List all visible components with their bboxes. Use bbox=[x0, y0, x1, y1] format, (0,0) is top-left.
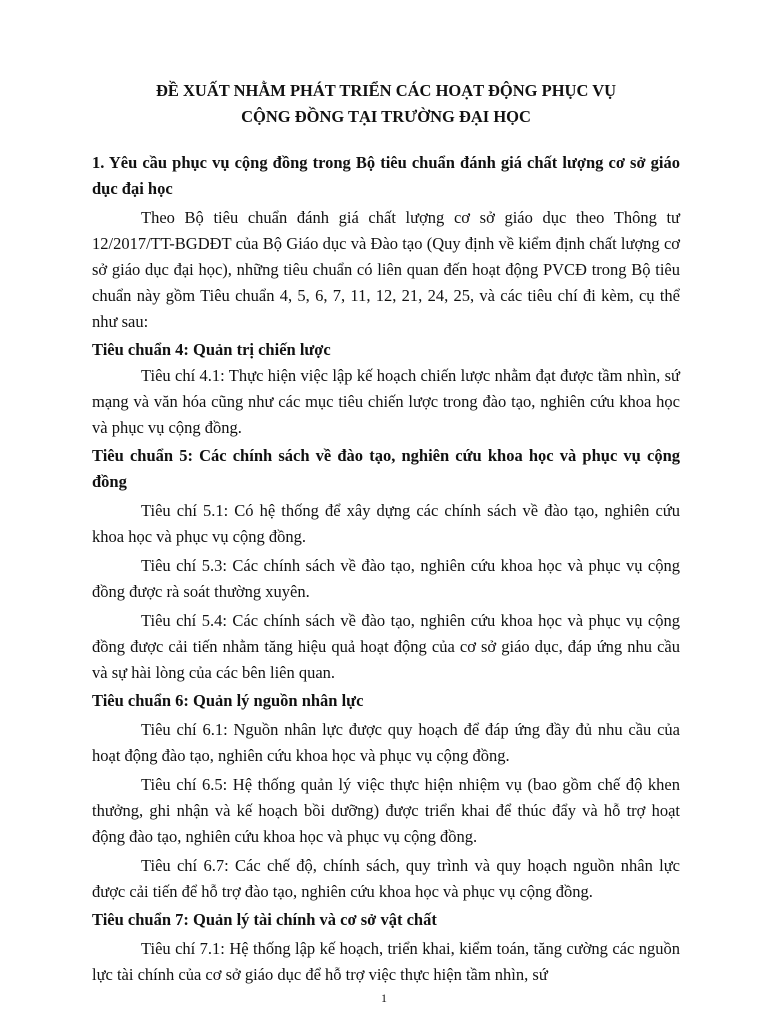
criterion-paragraph: Tiêu chí 5.4: Các chính sách về đào tạo, nghiên cứu khoa học và phục vụ cộng đồng được cải tiến nhằm tăng hiệu quả hoạt động của cơ sở giáo dục, đáp ứng nhu cầu và sự hài lòng của các bên liên quan. bbox=[92, 611, 680, 682]
document-title bbox=[92, 78, 680, 130]
criterion-paragraph: Tiêu chí 6.5: Hệ thống quản lý việc thực hiện nhiệm vụ (bao gồm chế độ khen thưởng, ghi nhận và kế hoạch bồi dưỡng) được triển khai để thúc đẩy và hỗ trợ hoạt động đào tạo, nghiên cứu khoa học và phục vụ cộng đồng. bbox=[92, 775, 680, 846]
standard-heading: Tiêu chuẩn 6: Quản lý nguồn nhân lực bbox=[92, 691, 364, 710]
criterion-paragraph: Tiêu chí 6.7: Các chế độ, chính sách, quy trình và quy hoạch nguồn nhân lực được cải tiến để hỗ trợ đào tạo, nghiên cứu khoa học và phục vụ cộng đồng. bbox=[92, 856, 680, 901]
standard-heading: Tiêu chuẩn 5: Các chính sách về đào tạo, nghiên cứu khoa học và phục vụ cộng đồng bbox=[92, 446, 680, 491]
criterion-paragraph: Tiêu chí 5.1: Có hệ thống để xây dựng các chính sách về đào tạo, nghiên cứu khoa học và phục vụ cộng đồng. bbox=[92, 501, 680, 546]
criterion-paragraph: Tiêu chí 7.1: Hệ thống lập kế hoạch, triển khai, kiểm toán, tăng cường các nguồn lực tài chính của cơ sở giáo dục để hỗ trợ việc thực hiện tầm nhìn, sứ bbox=[92, 939, 680, 984]
title-line-1: ĐỀ XUẤT NHẰM PHÁT TRIỂN CÁC HOẠT ĐỘNG PHỤC VỤ bbox=[155, 81, 617, 100]
standard-heading: Tiêu chuẩn 7: Quản lý tài chính và cơ sở vật chất bbox=[92, 910, 437, 929]
standard-heading: Tiêu chuẩn 4: Quản trị chiến lược bbox=[92, 340, 331, 359]
page-number: 1 bbox=[381, 991, 387, 1005]
section-heading: 1. Yêu cầu phục vụ cộng đồng trong Bộ tiêu chuẩn đánh giá chất lượng cơ sở giáo dục đại học bbox=[92, 153, 680, 198]
intro-paragraph: Theo Bộ tiêu chuẩn đánh giá chất lượng cơ sở giáo dục theo Thông tư 12/2017/TT-BGDĐT của Bộ Giáo dục và Đào tạo (Quy định về kiểm định chất lượng cơ sở giáo dục đại học), những tiêu chuẩn có liên quan đến hoạt động PVCĐ trong Bộ tiêu chuẩn này gồm Tiêu chuẩn 4, 5, 6, 7, 11, 12, 21, 24, 25, và các tiêu chí đi kèm, cụ thể như sau: bbox=[92, 208, 680, 331]
criterion-paragraph: Tiêu chí 5.3: Các chính sách về đào tạo, nghiên cứu khoa học và phục vụ cộng đồng được rà soát thường xuyên. bbox=[92, 556, 680, 601]
criterion-paragraph: Tiêu chí 4.1: Thực hiện việc lập kế hoạch chiến lược nhằm đạt được tầm nhìn, sứ mạng và văn hóa cũng như các mục tiêu chiến lược trong đào tạo, nghiên cứu khoa học và phục vụ cộng đồng. bbox=[92, 366, 680, 437]
criterion-paragraph: Tiêu chí 6.1: Nguồn nhân lực được quy hoạch để đáp ứng đầy đủ nhu cầu của hoạt động đào tạo, nghiên cứu khoa học và phục vụ cộng đồng. bbox=[92, 720, 680, 765]
title-line-2: CỘNG ĐỒNG TẠI TRƯỜNG ĐẠI HỌC bbox=[241, 107, 531, 126]
